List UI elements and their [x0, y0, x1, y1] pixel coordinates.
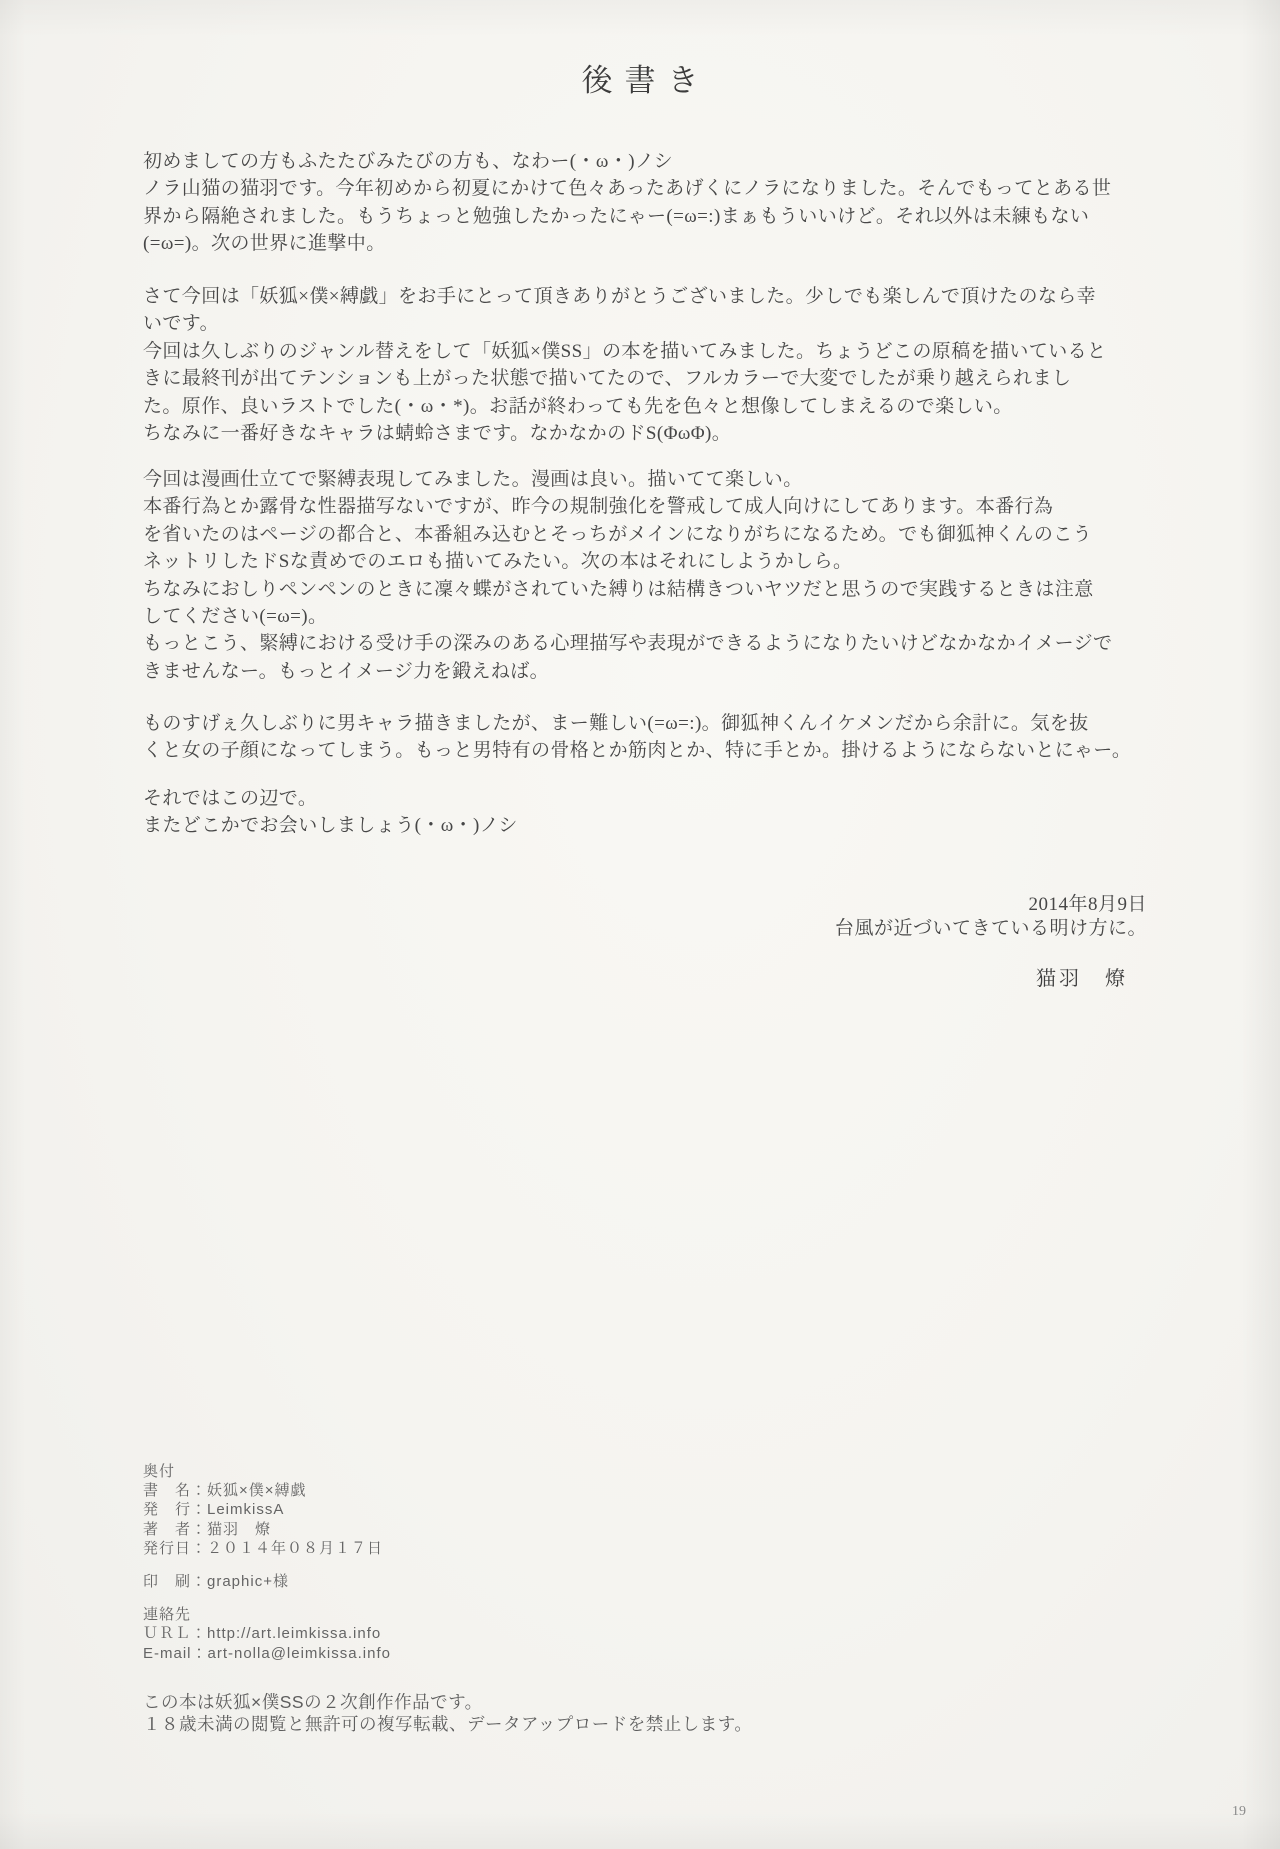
author-signature: 猫羽 燎	[1036, 968, 1128, 990]
afterword-line: を省いたのはページの都合と、本番組み込むとそっちがメインになりがちになるため。でも御狐神くんのこう	[143, 523, 1093, 545]
date-line: 2014年8月9日	[1028, 894, 1147, 915]
afterword-paragraph-production-notes	[143, 466, 1163, 685]
afterword-line: してください(=ω=)。	[143, 606, 328, 628]
afterword-paragraph-closing	[143, 785, 1163, 840]
afterword-line: それではこの辺で。	[143, 788, 318, 809]
colophon-author: 著 者：猫羽 燎	[143, 1520, 272, 1538]
afterword-line: くと女の子顔になってしまう。もっと男特有の骨格とか筋肉とか、特に手とか。掛けるようにならないとにゃー。	[143, 740, 1132, 762]
colophon-printer: 印 刷：graphic+様	[143, 1573, 289, 1591]
colophon-url: ＵＲＬ：http://art.leimkissa.info	[143, 1625, 382, 1643]
afterword-line: ノラ山猫の猫羽です。今年初めから初夏にかけて色々あったあげくにノラになりました。そんでもってとある世	[143, 178, 1112, 200]
afterword-line: 今回は久しぶりのジャンル替えをして「妖狐×僕SS」の本を描いてみました。ちょうどこの原稿を描いていると	[143, 340, 1107, 362]
colophon-email: E-mail：art-nolla@leimkissa.info	[143, 1644, 391, 1662]
colophon-publish-date: 発行日：２０１４年０８月１７日	[143, 1539, 384, 1557]
disclaimer-line: １８歳未満の閲覧と無許可の複写転載、データアップロードを禁止します。	[143, 1713, 753, 1734]
afterword-line: 本番行為とか露骨な性器描写ないですが、昨今の規制強化を警戒して成人向けにしてあります。本番行為	[143, 496, 1054, 518]
afterword-line: ちなみにおしりペンペンのときに凜々蝶がされていた縛りは結構きついヤツだと思うので実践するときは注意	[143, 578, 1094, 600]
afterword-line: さて今回は「妖狐×僕×縛戯」をお手にとって頂きありがとうございました。少しでも楽しんで頂けたのなら幸	[143, 286, 1097, 307]
afterword-line: いです。	[143, 313, 220, 335]
disclaimer	[143, 1692, 752, 1735]
afterword-line: もっとこう、緊縛における受け手の深みのある心理描写や表現ができるようになりたいけどなかなかイメージで	[143, 633, 1113, 655]
colophon-book-title: 書 名：妖狐×僕×縛戯	[143, 1482, 307, 1500]
colophon	[143, 1462, 391, 1663]
afterword-line: きませんなー。もっとイメージ力を鍛えねば。	[143, 660, 550, 682]
afterword-line: きに最終刊が出てテンションも上がった状態で描いてたので、フルカラーで大変でしたが乗り越えられまし	[143, 368, 1072, 390]
afterword-paragraph-thanks	[143, 283, 1163, 447]
afterword-line: またどこかでお会いしましょう(・ω・)ノシ	[143, 815, 518, 837]
colophon-contact-heading: 連絡先	[143, 1606, 192, 1624]
afterword-line: 界から隔絶されました。もうちょっと勉強したかったにゃー(=ω=:)まぁもういいけど。それ以外は未練もない	[143, 205, 1090, 227]
afterword-line: 今回は漫画仕立てで緊縛表現してみました。漫画は良い。描いてて楽しい。	[143, 469, 803, 490]
date-context-line: 台風が近づいてきている明け方に。	[834, 918, 1147, 939]
colophon-heading: 奥付	[143, 1463, 176, 1480]
afterword-line: た。原作、良いラストでした(・ω・*)。お話が終わっても先を色々と想像してしまえるので楽しい。	[143, 395, 1013, 417]
colophon-publisher: 発 行：LeimkissA	[143, 1501, 285, 1519]
date-block	[835, 893, 1147, 941]
page-title: 後書き	[581, 63, 711, 98]
afterword-line: ちなみに一番好きなキャラは蜻蛉さまです。なかなかのドS(ΦωΦ)。	[143, 423, 732, 445]
disclaimer-line: この本は妖狐×僕SSの２次創作作品です。	[143, 1692, 483, 1712]
afterword-line: ネットリしたドSな責めでのエロも描いてみたい。次の本はそれにしようかしら。	[143, 551, 853, 573]
page-number: 19	[1232, 1804, 1246, 1819]
afterword-line: (=ω=)。次の世界に進撃中。	[143, 233, 386, 255]
afterword-paragraph-male-characters	[143, 710, 1163, 765]
afterword-paragraph-greeting	[143, 148, 1163, 258]
afterword-line: ものすげぇ久しぶりに男キャラ描きましたが、まー難しい(=ω=:)。御狐神くんイケメンだから余計に。気を抜	[143, 713, 1089, 734]
afterword-line: 初めましての方もふたたびみたびの方も、なわー(・ω・)ノシ	[143, 151, 674, 172]
